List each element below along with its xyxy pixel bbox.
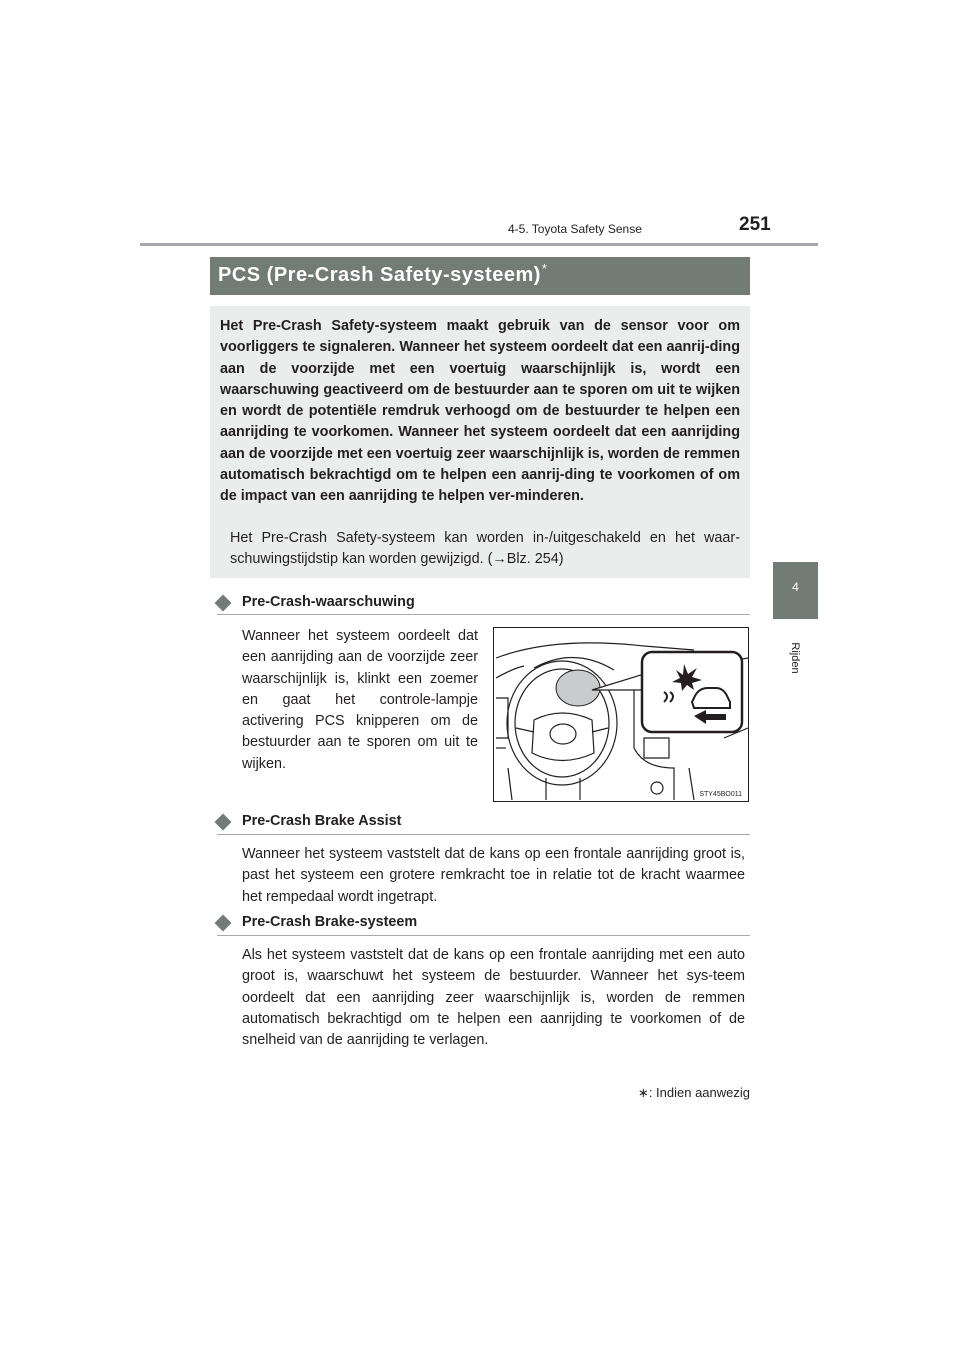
section-rule: [217, 834, 750, 835]
diamond-bullet-icon: [215, 915, 232, 932]
footnote: ∗: Indien aanwezig: [637, 1085, 750, 1100]
dashboard-drawing: [494, 628, 748, 801]
title-footnote-marker: *: [541, 261, 548, 276]
section-rule: [217, 614, 750, 615]
section-text-brake-system: Als het systeem vaststelt dat de kans op een frontale aanrijding met een auto groot is, waarschuwt het systeem de bestuurder. Wanneer het sys-teem oordeelt dat een aanrijding zeer waarschijnlijk is, worden de remmen automatisch bekrachtigd om te helpen een aanrijding te voorkomen of de snelheid van de aanrijding te verlagen.: [242, 947, 745, 1049]
illustration-code: STY45BO011: [699, 791, 742, 798]
diamond-bullet-icon: [215, 814, 232, 831]
header-rule: [140, 243, 818, 246]
chapter-number: 4: [792, 580, 799, 594]
section-text-warning: Wanneer het systeem oordeelt dat een aanrijding aan de voorzijde zeer waarschijnlijk is, klinkt een zoemer en gaat het controle-lampje activering PCS knipperen om de bestuurder aan te sporen om uit te wijken.: [242, 628, 478, 772]
chapter-label-container: [772, 628, 818, 688]
page-number: 251: [739, 214, 771, 235]
page-title: [218, 261, 548, 287]
section-heading-label: Pre-Crash-waarschuwing: [242, 594, 415, 610]
page-title-bar: [210, 257, 750, 295]
intro-bold-text: Het Pre-Crash Safety-systeem maakt gebruik van de sensor voor om voorliggers te signaleren. Wanneer het systeem oordeelt dat een aanrij-ding aan de voorzijde met een voertuig waarschijnlijk is, wordt een waarschuwing geactiveerd om de bestuurder aan te sporen om uit te wijken en wordt de potentiële remdruk verhoogd om de bestuurder te helpen een aanrijding te voorkomen. Wanneer het systeem oordeelt dat een aanrijding aan de voorzijde met een voertuig zeer waarschijnlijk is, worden de remmen automatisch bekrachtigd om te helpen een aanrij-ding te voorkomen of om de impact van een aanrijding te helpen ver-minderen.: [220, 318, 740, 505]
section-breadcrumb: 4-5. Toyota Safety Sense: [508, 222, 642, 236]
diamond-bullet-icon: [215, 595, 232, 612]
intro-note-text: Het Pre-Crash Safety-systeem kan worden in-/uitgeschakeld en het waar-schuwingstijdstip kan worden gewijzigd. (→Blz. 254): [230, 530, 740, 568]
section-heading-label: Pre-Crash Brake-systeem: [242, 914, 418, 930]
chapter-tab: [773, 562, 818, 619]
section-rule: [217, 935, 750, 936]
dashboard-illustration: [493, 627, 749, 802]
intro-box: [210, 306, 750, 578]
chapter-label: Rijden: [789, 642, 801, 674]
section-text-brake-assist: Wanneer het systeem vaststelt dat de kans op een frontale aanrijding groot is, past het systeem een grotere remkracht toe in relatie tot de kracht waarmee het rempedaal wordt ingetrapt.: [242, 846, 745, 905]
section-heading-brake-system: [217, 913, 750, 937]
section-heading-brake-assist: [217, 812, 750, 836]
section-heading-label: Pre-Crash Brake Assist: [242, 813, 402, 829]
page-title-text: PCS (Pre-Crash Safety-systeem): [218, 264, 541, 286]
